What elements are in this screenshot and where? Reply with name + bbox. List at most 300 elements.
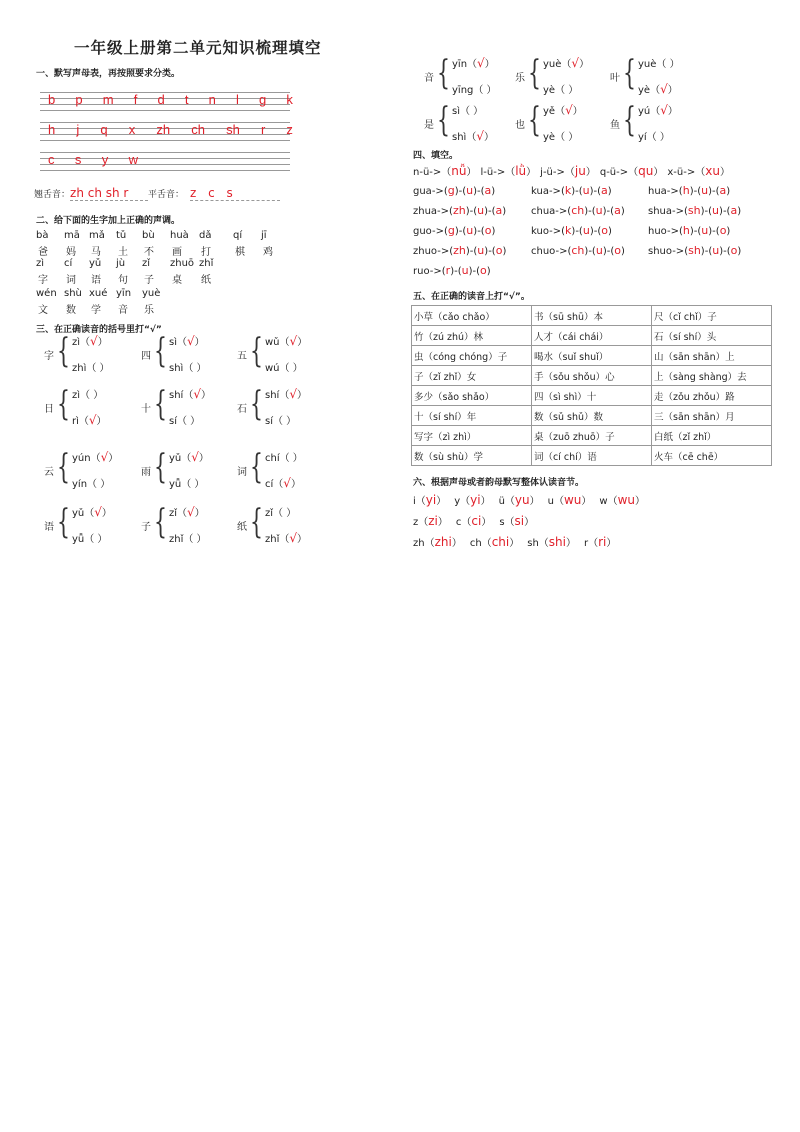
table-cell: 尺（cǐ chǐ）子 bbox=[652, 306, 772, 326]
fill-question: n-ü->（ bbox=[413, 167, 452, 178]
split-item: guo->(g)-(u)-(o) bbox=[413, 224, 496, 237]
fill-question: q-ü->（ bbox=[599, 167, 639, 178]
split-answer: h bbox=[682, 184, 690, 197]
check-mark: √ bbox=[193, 387, 201, 401]
check-mark: √ bbox=[90, 334, 98, 348]
brace-group bbox=[141, 386, 236, 432]
split-answer: zh bbox=[452, 204, 466, 217]
option-text: yí（ ） bbox=[638, 132, 670, 143]
split-answer: u bbox=[712, 204, 720, 217]
fill-question: l-ü->（ bbox=[480, 167, 516, 178]
pinyin-with-tone: xué bbox=[89, 288, 108, 299]
brace-symbol: { bbox=[57, 384, 70, 424]
section-6-heading: 六、根据声母或者韵母默写整体认读音节。 bbox=[413, 478, 585, 488]
initial-letter: s bbox=[74, 152, 82, 167]
table-cell: 四（sì shì）十 bbox=[532, 386, 652, 406]
tone-marking bbox=[36, 230, 296, 320]
syllable-answer: chi bbox=[491, 535, 510, 549]
group-char: 子 bbox=[141, 522, 151, 533]
option-2 bbox=[452, 128, 494, 143]
initial-letter: sh bbox=[226, 122, 240, 137]
syllable-question: sh（ bbox=[527, 538, 549, 549]
group-char: 字 bbox=[44, 351, 54, 362]
check-mark: √ bbox=[283, 476, 291, 490]
split-answer: ch bbox=[571, 244, 585, 257]
section-4-heading: 四、填空。 bbox=[413, 151, 459, 161]
close-paren: ） bbox=[108, 453, 119, 464]
pinyin-with-tone: jù bbox=[116, 258, 126, 269]
group-char: 雨 bbox=[141, 467, 151, 478]
option-text: wǔ（ bbox=[265, 337, 290, 348]
table-cell: 数（sǔ shǔ）数 bbox=[532, 406, 652, 426]
brace-group bbox=[141, 333, 236, 379]
check-mark: √ bbox=[476, 129, 484, 143]
option-2 bbox=[543, 128, 578, 143]
option-text: yè（ ） bbox=[543, 132, 579, 143]
pinyin-with-tone: shù bbox=[64, 288, 82, 299]
u-umlaut-fill bbox=[413, 163, 734, 178]
split-answer: o bbox=[484, 224, 492, 237]
close-paren: ） bbox=[297, 337, 308, 348]
group-char: 鱼 bbox=[610, 120, 620, 131]
section-3-heading: 三、在正确读音的括号里打“√” bbox=[36, 325, 162, 335]
close-paren: ） bbox=[297, 534, 308, 545]
option-1 bbox=[452, 102, 483, 117]
split-answer: a bbox=[484, 184, 492, 197]
syllable-item bbox=[455, 514, 492, 528]
split-item: gua->(g)-(u)-(a) bbox=[413, 184, 496, 197]
initial-letter: r bbox=[260, 122, 266, 137]
table-row bbox=[412, 426, 772, 446]
split-item: chua->(ch)-(u)-(a) bbox=[531, 204, 625, 217]
brace-group bbox=[44, 333, 139, 379]
split-answer: o bbox=[719, 224, 727, 237]
hanzi-char: 妈 bbox=[66, 247, 76, 258]
initial-letter: k bbox=[286, 92, 293, 107]
close-paren: ） bbox=[579, 59, 590, 70]
brace-group bbox=[44, 449, 139, 495]
brace-symbol: { bbox=[528, 100, 541, 140]
split-answer: u bbox=[461, 264, 469, 277]
pinyin-with-tone: bù bbox=[142, 230, 155, 241]
split-answer: a bbox=[614, 204, 621, 217]
syllable-question: ch（ bbox=[469, 538, 492, 549]
option-1 bbox=[72, 449, 118, 464]
syllable-item bbox=[413, 514, 448, 528]
option-text: zì（ ） bbox=[72, 390, 104, 401]
option-text: yǚ（ ） bbox=[72, 534, 108, 545]
hanzi-char: 文 bbox=[38, 305, 48, 316]
option-text: zì（ bbox=[72, 337, 91, 348]
check-mark: √ bbox=[289, 531, 298, 545]
check-mark: √ bbox=[660, 82, 668, 96]
table-cell: 手（sǒu shǒu）心 bbox=[532, 366, 652, 386]
brace-group bbox=[141, 504, 236, 550]
pinyin-with-tone: mǎ bbox=[89, 230, 105, 241]
option-text: sì（ bbox=[169, 337, 187, 348]
initial-letter: t bbox=[184, 92, 189, 107]
option-2 bbox=[543, 81, 578, 96]
brace-group bbox=[237, 386, 332, 432]
fill-question: x-ü->（ bbox=[667, 167, 706, 178]
split-item: ruo->(r)-(u)-(o) bbox=[413, 264, 491, 277]
close-paren: ） bbox=[483, 132, 494, 143]
brace-symbol: { bbox=[437, 53, 450, 93]
fill-answer: nǚ bbox=[451, 164, 467, 178]
group-char: 日 bbox=[44, 404, 54, 415]
initial-letter: n bbox=[208, 92, 216, 107]
fill-item bbox=[599, 164, 664, 178]
syllable-close: ） bbox=[451, 538, 462, 549]
option-1 bbox=[169, 449, 209, 464]
close-paren: ） bbox=[572, 106, 583, 117]
table-cell: 子（zǐ zhǐ）女 bbox=[412, 366, 532, 386]
option-text: zhǐ（ bbox=[265, 534, 290, 545]
hanzi-char: 不 bbox=[144, 247, 154, 258]
brace-group bbox=[515, 102, 610, 148]
hanzi-char: 学 bbox=[91, 305, 101, 316]
close-paren: ） bbox=[97, 337, 108, 348]
qiao-answer: zh ch sh r bbox=[70, 186, 148, 201]
table-row bbox=[412, 446, 772, 466]
split-answer: u bbox=[477, 204, 485, 217]
brace-group bbox=[424, 102, 519, 148]
pinyin-with-tone: jī bbox=[261, 230, 267, 241]
syllable-answer: ci bbox=[471, 514, 482, 528]
syllable-close: ） bbox=[529, 496, 540, 507]
split-answer: a bbox=[719, 184, 727, 197]
option-2 bbox=[169, 412, 200, 427]
option-1 bbox=[72, 504, 112, 519]
split-answer: g bbox=[447, 184, 455, 197]
brace-symbol: { bbox=[437, 100, 450, 140]
ping-label: 平舌音： bbox=[148, 190, 185, 200]
option-1 bbox=[169, 333, 205, 348]
split-item: hua->(h)-(u)-(a) bbox=[648, 184, 731, 197]
fill-item bbox=[540, 164, 596, 178]
option-text: chí（ ） bbox=[265, 453, 303, 464]
split-answer: k bbox=[564, 184, 572, 197]
tongue-sorting bbox=[34, 186, 280, 201]
close-paren: ） bbox=[194, 508, 205, 519]
syllable-answer: zi bbox=[428, 514, 438, 528]
syllable-item bbox=[547, 493, 592, 507]
close-paren: ） bbox=[484, 59, 495, 70]
option-1 bbox=[265, 504, 296, 519]
option-2 bbox=[265, 530, 307, 545]
option-1 bbox=[169, 386, 211, 401]
table-cell: 桌（zuō zhuō）子 bbox=[532, 426, 652, 446]
option-text: shí（ bbox=[169, 390, 194, 401]
hanzi-char: 爸 bbox=[38, 247, 48, 258]
split-answer: sh bbox=[687, 204, 701, 217]
option-1 bbox=[169, 504, 205, 519]
group-char: 石 bbox=[237, 404, 247, 415]
option-2 bbox=[72, 475, 110, 490]
section-1-heading: 一、默写声母表，再按照要求分类。 bbox=[36, 69, 181, 79]
initial-letter: q bbox=[100, 122, 108, 137]
split-item: zhua->(zh)-(u)-(a) bbox=[413, 204, 507, 217]
split-item: kua->(k)-(u)-(a) bbox=[531, 184, 612, 197]
option-text: sí（ ） bbox=[265, 416, 297, 427]
split-answer: o bbox=[480, 264, 487, 277]
initial-letter: c bbox=[48, 152, 55, 167]
close-paren: ） bbox=[198, 453, 209, 464]
option-text: shì（ ） bbox=[169, 363, 207, 374]
close-paren: ） bbox=[296, 390, 307, 401]
syllable-close: ） bbox=[437, 517, 448, 528]
fill-close: ） bbox=[466, 167, 477, 178]
option-text: yǚ（ ） bbox=[169, 479, 205, 490]
option-1 bbox=[265, 449, 303, 464]
close-paren: ） bbox=[101, 508, 112, 519]
pinyin-with-tone: mā bbox=[64, 230, 80, 241]
option-text: sí（ ） bbox=[169, 416, 201, 427]
syllable-question: s（ bbox=[499, 517, 515, 528]
option-1 bbox=[543, 102, 583, 117]
option-1 bbox=[543, 55, 589, 70]
brace-group bbox=[141, 449, 236, 495]
syllable-question: i（ bbox=[413, 496, 426, 507]
syllable-item bbox=[454, 493, 491, 507]
pinyin-with-tone: bà bbox=[36, 230, 49, 241]
syllable-answer: yu bbox=[514, 493, 530, 507]
syllable-answer: wu bbox=[617, 493, 636, 507]
brace-group bbox=[237, 333, 332, 379]
syllable-item bbox=[584, 535, 617, 549]
hanzi-char: 桌 bbox=[172, 275, 182, 286]
table-row bbox=[412, 306, 772, 326]
table-cell: 三（sān shān）月 bbox=[652, 406, 772, 426]
check-mark: √ bbox=[187, 505, 195, 519]
syllable-answer: si bbox=[514, 514, 525, 528]
table-row bbox=[412, 406, 772, 426]
option-text: shì（ bbox=[452, 132, 477, 143]
option-text: zhì（ ） bbox=[72, 363, 110, 374]
split-answer: ch bbox=[571, 204, 585, 217]
hanzi-char: 画 bbox=[172, 247, 182, 258]
hanzi-char: 语 bbox=[91, 275, 101, 286]
split-item: shua->(sh)-(u)-(a) bbox=[648, 204, 742, 217]
close-paren: ） bbox=[667, 106, 678, 117]
split-answer: u bbox=[582, 224, 590, 237]
hanzi-char: 打 bbox=[201, 247, 211, 258]
group-char: 纸 bbox=[237, 522, 247, 533]
group-char: 四 bbox=[141, 351, 151, 362]
check-mark: √ bbox=[289, 387, 297, 401]
option-text: cí（ bbox=[265, 479, 284, 490]
syllable-question: c（ bbox=[455, 517, 472, 528]
split-item: kuo->(k)-(u)-(o) bbox=[531, 224, 612, 237]
option-text: yín（ ） bbox=[72, 479, 111, 490]
hanzi-char: 鸡 bbox=[263, 247, 273, 258]
syllable-close: ） bbox=[635, 496, 646, 507]
split-answer: u bbox=[712, 244, 720, 257]
fill-answer: qu bbox=[638, 164, 654, 178]
split-answer: g bbox=[447, 224, 455, 237]
option-1 bbox=[72, 386, 103, 401]
pinyin-with-tone: zhuō bbox=[170, 258, 195, 269]
close-paren: ） bbox=[667, 85, 678, 96]
syllable-question: w（ bbox=[599, 496, 618, 507]
split-answer: k bbox=[565, 224, 572, 237]
fill-answer: lǜ bbox=[515, 164, 527, 178]
hanzi-char: 字 bbox=[38, 275, 48, 286]
initial-letter: m bbox=[102, 92, 114, 107]
writing-lines bbox=[40, 90, 293, 180]
syllable-question: z（ bbox=[413, 517, 429, 528]
option-text: zhǐ（ ） bbox=[169, 534, 207, 545]
table-cell: 上（sàng shàng）去 bbox=[652, 366, 772, 386]
option-1 bbox=[72, 333, 108, 348]
close-paren: ） bbox=[200, 390, 211, 401]
table-cell: 词（cí chí）语 bbox=[532, 446, 652, 466]
split-answer: a bbox=[730, 204, 738, 217]
option-text: wú（ ） bbox=[265, 363, 303, 374]
fill-answer: ju bbox=[574, 164, 586, 178]
initial-letter: w bbox=[128, 152, 138, 167]
split-answer: u bbox=[701, 184, 709, 197]
initials-row-1 bbox=[48, 92, 293, 107]
pinyin-with-tone: yuè bbox=[142, 288, 161, 299]
pinyin-with-tone: qí bbox=[233, 230, 243, 241]
syllable-question: r（ bbox=[584, 538, 599, 549]
check-mark: √ bbox=[571, 56, 580, 70]
split-item: chuo->(ch)-(u)-(o) bbox=[531, 244, 625, 257]
brace-group bbox=[610, 55, 705, 101]
option-2 bbox=[72, 530, 107, 545]
fill-close: ） bbox=[653, 167, 664, 178]
split-answer: u bbox=[466, 184, 474, 197]
option-1 bbox=[638, 102, 678, 117]
syllable-answer: yi bbox=[425, 493, 437, 507]
section-5-heading: 五、在正确的读音上打“√”。 bbox=[413, 292, 530, 302]
split-answer: sh bbox=[688, 244, 701, 257]
choose-reading-table bbox=[411, 305, 772, 466]
group-char: 也 bbox=[515, 120, 525, 131]
brace-symbol: { bbox=[528, 53, 541, 93]
syllable-answer: wu bbox=[563, 493, 582, 507]
option-2 bbox=[265, 475, 301, 490]
close-paren: ） bbox=[194, 337, 205, 348]
initial-letter: j bbox=[76, 122, 80, 137]
brace-group bbox=[610, 102, 705, 148]
option-2 bbox=[169, 475, 204, 490]
initial-letter: b bbox=[48, 92, 56, 107]
group-char: 云 bbox=[44, 467, 54, 478]
pinyin-with-tone: yǔ bbox=[89, 258, 102, 269]
initial-letter: l bbox=[236, 92, 239, 107]
option-text: rì（ bbox=[72, 416, 89, 427]
close-paren: ） bbox=[290, 479, 301, 490]
brace-symbol: { bbox=[57, 447, 70, 487]
syllable-item bbox=[469, 535, 520, 549]
initial-letter: h bbox=[48, 122, 56, 137]
fill-close: ） bbox=[526, 167, 537, 178]
option-2 bbox=[638, 81, 678, 96]
pinyin-with-tone: zhǐ bbox=[199, 258, 214, 269]
table-cell: 走（zǒu zhǒu）路 bbox=[652, 386, 772, 406]
option-text: yuè（ ） bbox=[638, 59, 680, 70]
initial-letter: z bbox=[286, 122, 293, 137]
syllable-item bbox=[413, 493, 447, 507]
check-mark: √ bbox=[88, 413, 97, 427]
fill-answer: xu bbox=[705, 164, 720, 178]
split-answer: u bbox=[701, 224, 709, 237]
hanzi-char: 棋 bbox=[235, 247, 245, 258]
ping-answer: z c s bbox=[190, 186, 280, 201]
table-cell: 人才（cái chái） bbox=[532, 326, 652, 346]
group-char: 语 bbox=[44, 522, 54, 533]
table-row bbox=[412, 326, 772, 346]
option-2 bbox=[265, 359, 303, 374]
split-item: huo->(h)-(u)-(o) bbox=[648, 224, 731, 237]
pinyin-with-tone: tǔ bbox=[116, 230, 127, 241]
brace-group bbox=[237, 449, 332, 495]
brace-symbol: { bbox=[250, 447, 263, 487]
hanzi-char: 乐 bbox=[144, 305, 154, 316]
initial-letter: y bbox=[101, 152, 109, 167]
syllable-item bbox=[498, 493, 540, 507]
brace-symbol: { bbox=[57, 331, 70, 371]
syllable-item bbox=[527, 535, 576, 549]
table-cell: 虫（cóng chóng）子 bbox=[412, 346, 532, 366]
option-text: yuè（ bbox=[543, 59, 572, 70]
group-char: 音 bbox=[424, 73, 434, 84]
syllable-close: ） bbox=[606, 538, 617, 549]
split-answer: u bbox=[595, 204, 603, 217]
table-cell: 写字（zì zhì） bbox=[412, 426, 532, 446]
pinyin-with-tone: wén bbox=[36, 288, 57, 299]
close-paren: ） bbox=[96, 416, 107, 427]
table-cell: 山（sān shān）上 bbox=[652, 346, 772, 366]
option-2 bbox=[169, 359, 207, 374]
initial-letter: zh bbox=[156, 122, 171, 137]
group-char: 叶 bbox=[610, 73, 620, 84]
syllable-answer: shi bbox=[548, 535, 566, 549]
brace-symbol: { bbox=[154, 384, 167, 424]
check-mark: √ bbox=[660, 103, 668, 117]
brace-symbol: { bbox=[154, 331, 167, 371]
option-text: yún（ bbox=[72, 453, 101, 464]
split-answer: r bbox=[445, 264, 451, 277]
syllable-close: ） bbox=[581, 496, 592, 507]
brace-symbol: { bbox=[623, 100, 636, 140]
initial-letter: f bbox=[133, 92, 138, 107]
syllable-row bbox=[413, 513, 542, 528]
section-2-heading: 二、给下面的生字加上正确的声调。 bbox=[36, 216, 181, 226]
syllable-close: ） bbox=[436, 496, 447, 507]
option-text: yīn（ bbox=[452, 59, 478, 70]
group-char: 五 bbox=[237, 351, 247, 362]
fill-close: ） bbox=[719, 167, 730, 178]
initial-letter: g bbox=[259, 92, 267, 107]
hanzi-char: 词 bbox=[66, 275, 76, 286]
brace-symbol: { bbox=[250, 331, 263, 371]
check-mark: √ bbox=[477, 56, 485, 70]
syllable-close: ） bbox=[480, 496, 491, 507]
check-mark: √ bbox=[100, 450, 109, 464]
option-text: yǔ（ bbox=[72, 508, 95, 519]
hanzi-char: 数 bbox=[66, 305, 76, 316]
hanzi-char: 马 bbox=[91, 247, 101, 258]
brace-symbol: { bbox=[250, 502, 263, 542]
split-answer: u bbox=[477, 244, 485, 257]
split-answer: o bbox=[601, 224, 608, 237]
split-answer: o bbox=[614, 244, 621, 257]
pinyin-with-tone: yīn bbox=[116, 288, 132, 299]
split-answer: o bbox=[730, 244, 738, 257]
